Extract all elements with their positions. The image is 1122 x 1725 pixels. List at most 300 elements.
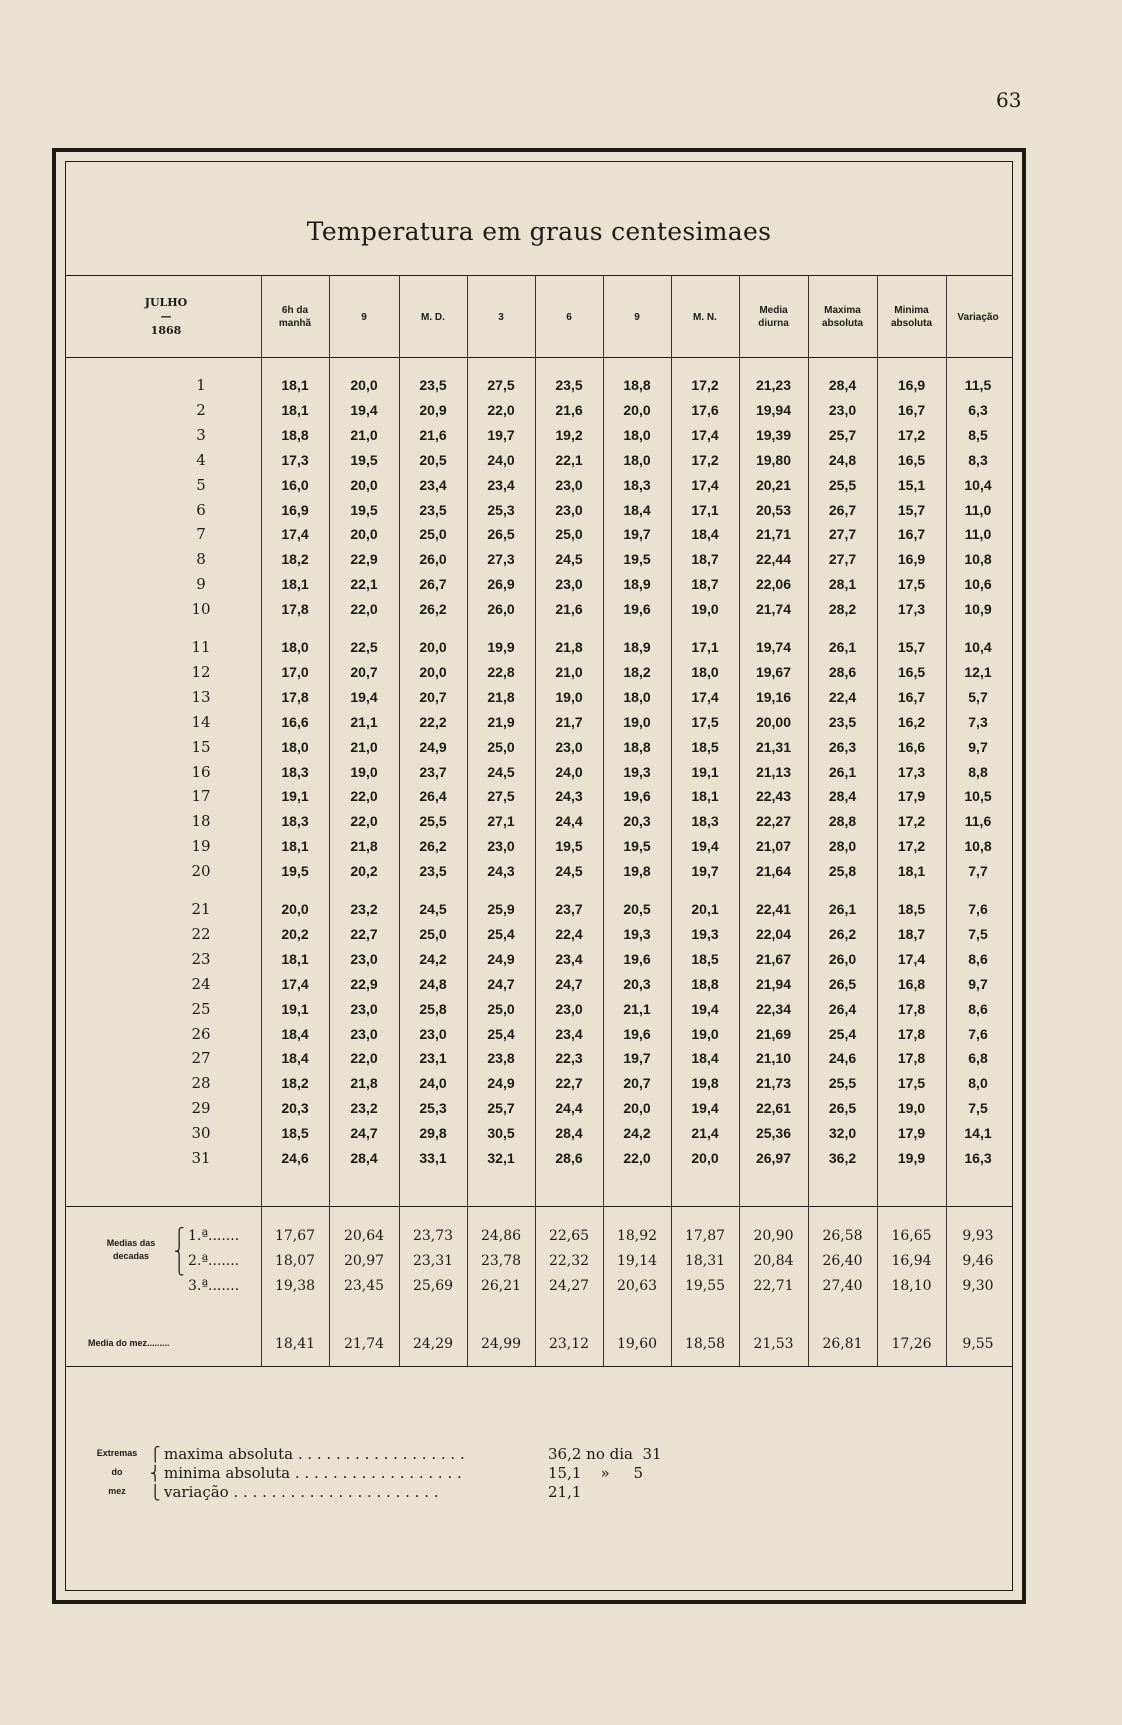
table-cell: 19,6: [623, 1025, 651, 1042]
table-cell: 19,5: [623, 551, 651, 568]
table-cell: 21,4: [691, 1125, 719, 1142]
table-cell: 23,0: [555, 738, 583, 755]
table-cell: 18,4: [281, 1050, 309, 1067]
table-cell: 17,8: [897, 1025, 926, 1042]
table-cell: 7,7: [968, 863, 988, 880]
table-cell: 8,0: [968, 1075, 988, 1092]
column-header: 9: [361, 311, 367, 323]
table-cell: 22,27: [755, 813, 792, 830]
table-cell: 17,2: [691, 451, 719, 468]
table-cell: 28,8: [828, 813, 857, 830]
decade-mean-cell: 24,86: [480, 1228, 522, 1244]
table-cell: 24,7: [555, 975, 583, 992]
table-cell: 18,3: [623, 476, 651, 493]
table-cell: 7,5: [968, 925, 988, 942]
decade-ordinal: 3.ª.......: [188, 1278, 240, 1294]
decade-mean-cell: 22,32: [548, 1253, 590, 1269]
table-cell: 23,0: [350, 1025, 378, 1042]
month-mean-label: Media do mez.........: [88, 1338, 170, 1348]
table-cell: 27,1: [487, 813, 515, 830]
table-cell: 18,7: [897, 925, 926, 942]
table-title: Temperatura em graus centesimaes: [306, 217, 772, 246]
table-cell: 25,0: [487, 738, 515, 755]
table-cell: 18,8: [691, 975, 719, 992]
table-cell: 21,13: [755, 763, 792, 780]
table-cell: 23,5: [419, 863, 447, 880]
table-cell: 26,3: [828, 738, 857, 755]
table-cell: 26,1: [828, 901, 857, 917]
table-cell: 22,0: [350, 601, 378, 618]
table-cell: 24,0: [419, 1075, 447, 1092]
month-mean-cell: 21,53: [753, 1336, 794, 1352]
month-mean-cell: 19,60: [616, 1336, 658, 1352]
table-cell: 17,5: [897, 1075, 926, 1092]
day-number: 10: [191, 600, 211, 619]
table-cell: 22,3: [555, 1050, 583, 1067]
table-cell: 17,8: [281, 601, 309, 618]
table-cell: 23,4: [419, 476, 447, 493]
header-top-rule: [66, 275, 1012, 276]
table-cell: 20,1: [691, 901, 719, 917]
table-cell: 15,1: [897, 476, 926, 493]
month-mean-cell: 18,58: [684, 1336, 726, 1352]
decade-mean-cell: 19,14: [616, 1253, 658, 1269]
table-cell: 26,2: [828, 925, 857, 942]
table-cell: 17,4: [897, 950, 926, 967]
table-cell: 18,3: [281, 813, 309, 830]
extreme-name: variação . . . . . . . . . . . . . . . . . . . . . .: [164, 1483, 439, 1501]
table-cell: 19,0: [691, 601, 719, 618]
table-cell: 25,9: [487, 901, 515, 917]
table-cell: 10,8: [964, 838, 992, 855]
table-cell: 19,8: [691, 1075, 719, 1092]
table-cell: 18,2: [281, 551, 309, 568]
column-header: 3: [498, 311, 504, 323]
table-cell: 17,9: [897, 788, 926, 805]
table-cell: 18,8: [623, 738, 651, 755]
decade-mean-cell: 20,90: [753, 1228, 794, 1244]
table-cell: 26,5: [828, 1100, 857, 1117]
table-cell: 19,0: [623, 713, 651, 730]
table-cell: 24,8: [828, 451, 857, 468]
table-cell: 21,67: [755, 950, 792, 967]
table-cell: 19,8: [623, 863, 651, 880]
table-cell: 16,0: [281, 476, 309, 493]
date-column-header: JULHO — 1868: [144, 296, 188, 337]
table-cell: 7,3: [968, 713, 988, 730]
table-cell: 19,1: [691, 763, 719, 780]
table-cell: 26,0: [828, 950, 857, 967]
table-cell: 19,1: [281, 1000, 309, 1017]
day-number: 23: [191, 949, 211, 968]
table-cell: 22,7: [555, 1075, 583, 1092]
table-cell: 25,0: [419, 526, 447, 543]
table-cell: 22,34: [755, 1000, 792, 1017]
table-cell: 20,3: [623, 975, 651, 992]
table-cell: 26,9: [487, 576, 515, 593]
table-cell: 17,4: [691, 476, 719, 493]
day-number: 25: [191, 999, 211, 1018]
table-cell: 26,97: [755, 1150, 792, 1166]
table-cell: 24,5: [487, 763, 515, 780]
month-mean-cell: 18,41: [274, 1336, 316, 1352]
table-cell: 19,3: [691, 925, 719, 942]
table-cell: 24,3: [555, 788, 583, 805]
table-cell: 19,4: [691, 1000, 719, 1017]
table-cell: 20,7: [419, 688, 447, 705]
decade-mean-cell: 26,40: [822, 1253, 863, 1269]
table-cell: 21,73: [755, 1075, 792, 1092]
column-header: Variação: [957, 311, 999, 323]
month-mean-cell: 9,55: [962, 1336, 994, 1352]
decade-mean-cell: 9,93: [962, 1228, 994, 1244]
table-cell: 23,7: [419, 763, 447, 780]
table-cell: 25,8: [828, 863, 857, 880]
table-cell: 24,7: [350, 1125, 378, 1142]
table-cell: 22,1: [555, 451, 583, 468]
table-cell: 23,2: [350, 901, 378, 917]
decades-label: Medias das decadas: [106, 1238, 156, 1261]
table-cell: 21,07: [755, 838, 792, 855]
table-cell: 20,7: [623, 1075, 651, 1092]
table-cell: 22,44: [755, 551, 792, 568]
month-mean-cell: 26,81: [822, 1336, 863, 1352]
table-cell: 22,41: [755, 901, 792, 917]
day-number: 17: [191, 787, 211, 806]
table-cell: 15,7: [897, 501, 926, 518]
table-cell: 23,0: [487, 838, 515, 855]
day-number: 30: [191, 1124, 211, 1143]
decade-mean-cell: 18,92: [616, 1228, 658, 1244]
table-cell: 17,2: [897, 426, 926, 443]
table-cell: 19,0: [691, 1025, 719, 1042]
table-cell: 24,2: [419, 950, 447, 967]
day-number: 5: [196, 475, 206, 494]
table-cell: 23,4: [555, 950, 583, 967]
table-cell: 17,5: [897, 576, 926, 593]
table-cell: 21,0: [350, 738, 378, 755]
table-cell: 5,7: [968, 688, 988, 705]
table-cell: 23,0: [555, 476, 583, 493]
table-cell: 19,6: [623, 788, 651, 805]
decade-mean-cell: 23,31: [412, 1253, 454, 1269]
table-cell: 19,67: [755, 663, 792, 680]
table-cell: 23,5: [555, 377, 583, 393]
table-cell: 22,9: [350, 551, 378, 568]
table-cell: 19,0: [350, 763, 378, 780]
table-cell: 24,9: [419, 738, 447, 755]
table-cell: 24,4: [555, 1100, 583, 1117]
day-number: 4: [196, 450, 206, 469]
table-cell: 23,5: [419, 377, 447, 393]
column-header: 9: [634, 311, 640, 323]
table-cell: 23,0: [555, 1000, 583, 1017]
table-cell: 26,1: [828, 639, 857, 655]
table-cell: 26,2: [419, 601, 447, 618]
extreme-value: 21,1: [548, 1483, 582, 1501]
table-cell: 19,6: [623, 950, 651, 967]
table-cell: 17,2: [691, 377, 719, 393]
table-cell: 20,2: [350, 863, 378, 880]
table-cell: 21,7: [555, 713, 583, 730]
table-cell: 22,0: [350, 1050, 378, 1067]
extreme-name: maxima absoluta . . . . . . . . . . . . . . . . . .: [164, 1445, 465, 1463]
table-cell: 23,8: [487, 1050, 515, 1067]
table-cell: 20,0: [623, 1100, 651, 1117]
extreme-name: minima absoluta . . . . . . . . . . . . . . . . . .: [164, 1464, 462, 1482]
table-cell: 8,6: [968, 1000, 988, 1017]
table-cell: 22,5: [350, 639, 378, 655]
table-cell: 22,06: [755, 576, 792, 593]
decade-mean-cell: 20,64: [343, 1228, 385, 1244]
month-mean-cell: 17,26: [891, 1336, 932, 1352]
table-cell: 23,5: [828, 713, 857, 730]
day-number: 20: [191, 862, 211, 881]
table-cell: 16,2: [897, 713, 926, 730]
table-cell: 19,3: [623, 925, 651, 942]
table-cell: 18,4: [281, 1025, 309, 1042]
table-cell: 24,0: [487, 451, 515, 468]
table-cell: 25,3: [419, 1100, 447, 1117]
table-cell: 18,0: [281, 738, 309, 755]
table-cell: 7,6: [968, 1025, 988, 1042]
table-cell: 24,6: [281, 1150, 309, 1166]
table-cell: 18,1: [281, 950, 309, 967]
table-cell: 23,0: [555, 576, 583, 593]
decade-mean-cell: 17,67: [274, 1228, 316, 1244]
decade-ordinal: 2.ª.......: [188, 1253, 240, 1269]
day-number: 28: [191, 1074, 211, 1093]
day-number: 16: [191, 762, 211, 781]
table-frame: [52, 148, 1026, 1604]
day-number: 9: [196, 575, 206, 594]
table-cell: 10,9: [964, 601, 992, 618]
table-cell: 18,1: [281, 401, 309, 418]
table-cell: 9,7: [968, 738, 988, 755]
table-cell: 22,43: [755, 788, 792, 805]
day-number: 1: [196, 376, 206, 394]
table-cell: 26,4: [419, 788, 447, 805]
table-cell: 22,04: [755, 925, 792, 942]
table-cell: 16,7: [897, 688, 926, 705]
table-cell: 18,9: [623, 576, 651, 593]
table-cell: 21,94: [755, 975, 792, 992]
day-number: 8: [196, 550, 206, 569]
table-cell: 22,9: [350, 975, 378, 992]
table-cell: 28,4: [555, 1125, 583, 1142]
table-cell: 23,0: [350, 1000, 378, 1017]
table-cell: 25,0: [487, 1000, 515, 1017]
decade-mean-cell: 19,38: [274, 1278, 316, 1294]
table-cell: 25,7: [828, 426, 857, 443]
table-cell: 19,39: [755, 426, 792, 443]
table-cell: 21,0: [555, 663, 583, 680]
table-cell: 10,5: [964, 788, 992, 805]
table-cell: 18,5: [897, 901, 926, 917]
table-cell: 20,9: [419, 401, 447, 418]
table-cell: 20,0: [419, 639, 447, 655]
table-cell: 18,4: [691, 1050, 719, 1067]
table-cell: 20,7: [350, 663, 378, 680]
month-bottom-rule: [66, 1206, 1012, 1207]
table-cell: 17,1: [691, 639, 719, 655]
table-cell: 19,3: [623, 763, 651, 780]
table-cell: 16,7: [897, 526, 926, 543]
day-number: 7: [196, 525, 206, 544]
table-cell: 19,7: [487, 426, 515, 443]
decade-mean-cell: 20,63: [616, 1278, 658, 1294]
table-cell: 25,5: [828, 1075, 857, 1092]
table-cell: 21,69: [755, 1025, 792, 1042]
decades-brace: ⎧ ⎨ ⎩: [174, 1228, 185, 1276]
table-cell: 21,6: [555, 401, 583, 418]
table-cell: 18,0: [691, 663, 719, 680]
table-cell: 26,5: [828, 975, 857, 992]
table-cell: 19,4: [350, 401, 378, 418]
table-cell: 19,5: [281, 863, 309, 880]
page-number: 63: [996, 88, 1022, 112]
table-cell: 24,8: [419, 975, 447, 992]
decade-mean-cell: 22,65: [548, 1228, 590, 1244]
table-cell: 18,0: [623, 688, 651, 705]
table-cell: 18,1: [281, 377, 309, 393]
table-cell: 21,0: [350, 426, 378, 443]
table-cell: 22,7: [350, 925, 378, 942]
table-cell: 28,2: [828, 601, 857, 618]
table-cell: 21,1: [350, 713, 378, 730]
table-cell: 10,4: [964, 639, 992, 655]
table-cell: 16,5: [897, 663, 926, 680]
table-cell: 12,1: [964, 663, 992, 680]
table-cell: 11,0: [964, 501, 992, 518]
table-cell: 18,1: [691, 788, 719, 805]
decade-mean-cell: 22,71: [753, 1278, 794, 1294]
table-cell: 16,9: [281, 501, 309, 518]
table-cell: 18,5: [691, 950, 719, 967]
table-cell: 19,5: [623, 838, 651, 855]
table-cell: 18,5: [691, 738, 719, 755]
table-cell: 19,74: [755, 639, 792, 655]
decade-mean-cell: 18,07: [274, 1253, 316, 1269]
extremes-brace: ⎧ ⎨ ⎩: [150, 1447, 161, 1501]
table-cell: 18,8: [281, 426, 309, 443]
table-cell: 18,0: [623, 451, 651, 468]
decade-mean-cell: 24,27: [548, 1278, 590, 1294]
table-cell: 21,23: [755, 377, 792, 393]
table-cell: 20,2: [281, 925, 309, 942]
table-cell: 22,2: [419, 713, 447, 730]
decade-mean-cell: 19,55: [684, 1278, 726, 1294]
table-cell: 17,6: [691, 401, 719, 418]
table-cell: 18,1: [281, 838, 309, 855]
day-number: 12: [191, 662, 211, 681]
table-cell: 25,4: [487, 1025, 515, 1042]
table-cell: 18,5: [281, 1125, 309, 1142]
table-cell: 28,4: [828, 377, 857, 393]
table-cell: 29,8: [419, 1125, 447, 1142]
table-cell: 26,0: [419, 551, 447, 568]
table-cell: 23,4: [555, 1025, 583, 1042]
column-header: 6h da manhã: [278, 305, 312, 329]
table-cell: 11,0: [964, 526, 992, 543]
table-cell: 11,5: [964, 377, 992, 393]
column-header: M. D.: [421, 311, 445, 323]
table-cell: 19,16: [755, 688, 792, 705]
table-cell: 24,6: [828, 1050, 857, 1067]
table-cell: 23,4: [487, 476, 515, 493]
table-cell: 18,7: [691, 576, 719, 593]
table-cell: 21,8: [487, 688, 515, 705]
table-cell: 24,5: [419, 901, 447, 917]
table-cell: 19,5: [350, 451, 378, 468]
table-cell: 25,3: [487, 501, 515, 518]
table-cell: 8,8: [968, 763, 988, 780]
table-cell: 16,6: [897, 738, 926, 755]
table-cell: 21,8: [350, 1075, 378, 1092]
table-cell: 15,7: [897, 639, 926, 655]
extremes-label: Extremas do mez: [96, 1448, 138, 1496]
month-mean-cell: 24,99: [480, 1336, 522, 1352]
table-cell: 25,5: [419, 813, 447, 830]
table-cell: 21,6: [555, 601, 583, 618]
table-cell: 21,64: [755, 863, 792, 880]
table-cell: 20,0: [281, 901, 309, 917]
day-number: 3: [196, 425, 206, 444]
extreme-value: 15,1 » 5: [548, 1464, 644, 1482]
day-number: 2: [196, 400, 206, 419]
table-cell: 16,9: [897, 377, 926, 393]
table-cell: 26,4: [828, 1000, 857, 1017]
table-cell: 26,5: [487, 526, 515, 543]
table-cell: 19,4: [691, 1100, 719, 1117]
table-cell: 23,7: [555, 901, 583, 917]
table-cell: 17,8: [897, 1000, 926, 1017]
table-cell: 19,7: [623, 1050, 651, 1067]
day-number: 18: [191, 812, 211, 831]
table-cell: 19,6: [623, 601, 651, 618]
table-cell: 18,7: [691, 551, 719, 568]
table-cell: 23,2: [350, 1100, 378, 1117]
table-cell: 21,6: [419, 426, 447, 443]
table-cell: 28,6: [828, 663, 857, 680]
day-number: 31: [191, 1149, 211, 1167]
table-cell: 19,0: [897, 1100, 926, 1117]
table-cell: 18,3: [691, 813, 719, 830]
decade-mean-cell: 16,94: [891, 1253, 932, 1269]
table-cell: 20,3: [623, 813, 651, 830]
table-cell: 17,8: [897, 1050, 926, 1067]
decade-mean-cell: 9,46: [962, 1253, 994, 1269]
table-cell: 20,21: [755, 476, 792, 493]
decade-mean-cell: 23,78: [480, 1253, 522, 1269]
table-cell: 20,53: [755, 501, 792, 518]
decade-mean-cell: 25,69: [412, 1278, 454, 1294]
column-header: M. N.: [693, 311, 717, 323]
day-number: 19: [191, 837, 211, 856]
table-cell: 20,3: [281, 1100, 309, 1117]
table-cell: 11,6: [964, 813, 992, 830]
table-cell: 27,7: [828, 526, 857, 543]
table-cell: 10,4: [964, 476, 992, 493]
month-mean-cell: 23,12: [548, 1336, 590, 1352]
decade-mean-cell: 23,73: [412, 1228, 454, 1244]
day-number: 14: [191, 712, 211, 731]
table-cell: 20,0: [350, 526, 378, 543]
table-cell: 22,0: [350, 813, 378, 830]
table-cell: 28,4: [828, 788, 857, 805]
decade-mean-cell: 27,40: [822, 1278, 863, 1294]
day-number: 24: [191, 974, 211, 993]
